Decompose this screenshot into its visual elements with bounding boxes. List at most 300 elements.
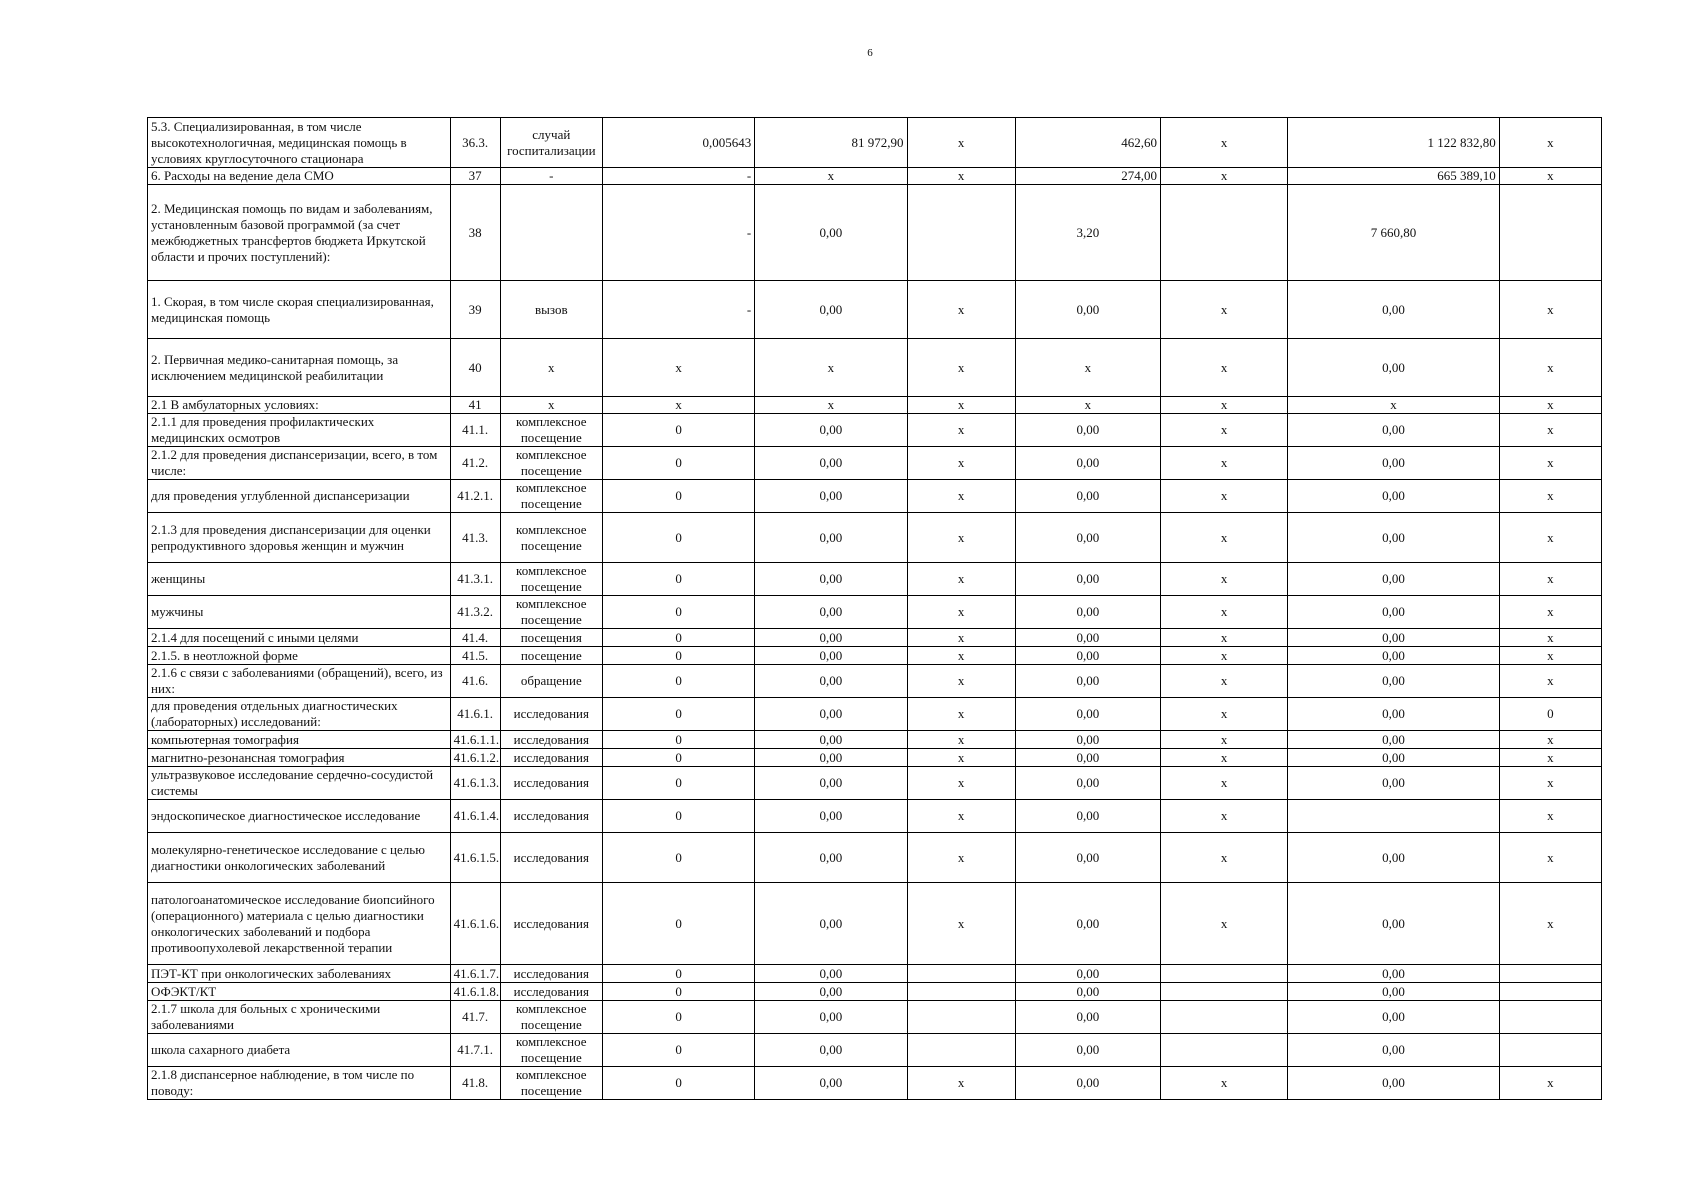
row-code: 41.6.1.3.	[450, 767, 500, 800]
total-cost: 0,00	[1288, 596, 1499, 629]
total-cost: 1 122 832,80	[1288, 118, 1499, 168]
norm-volume: 0	[602, 800, 754, 833]
norm-cost: 0,00	[755, 800, 907, 833]
row-label: 2.1.7 школа для больных с хроническими заболеваниями	[148, 1001, 451, 1034]
table-row	[148, 185, 1602, 281]
col-x-2	[1161, 1034, 1288, 1067]
col-x-3: x	[1499, 749, 1601, 767]
row-code: 41.3.1.	[450, 563, 500, 596]
per-capita: 0,00	[1015, 480, 1160, 513]
norm-cost: 0,00	[755, 647, 907, 665]
col-x-1: x	[907, 281, 1015, 339]
row-unit: исследования	[500, 833, 602, 883]
col-x-2: x	[1161, 800, 1288, 833]
table-row	[148, 480, 1602, 513]
row-code: 41.3.2.	[450, 596, 500, 629]
table-row	[148, 118, 1602, 168]
row-code: 41.6.1.4.	[450, 800, 500, 833]
norm-volume: -	[602, 168, 754, 185]
table-row	[148, 665, 1602, 698]
row-code: 41	[450, 397, 500, 414]
norm-cost: 0,00	[755, 749, 907, 767]
col-x-1	[907, 1034, 1015, 1067]
row-label: 2.1.5. в неотложной форме	[148, 647, 451, 665]
table-row	[148, 749, 1602, 767]
norm-cost: 0,00	[755, 833, 907, 883]
total-cost: 0,00	[1288, 883, 1499, 965]
row-code: 41.6.1.5.	[450, 833, 500, 883]
norm-volume: 0	[602, 965, 754, 983]
norm-volume: 0	[602, 1067, 754, 1100]
row-code: 41.8.	[450, 1067, 500, 1100]
per-capita: 0,00	[1015, 833, 1160, 883]
row-label: 2.1.2 для проведения диспансеризации, всего, в том числе:	[148, 447, 451, 480]
row-unit: посещение	[500, 647, 602, 665]
table-row	[148, 629, 1602, 647]
row-unit	[500, 185, 602, 281]
col-x-3: x	[1499, 596, 1601, 629]
norm-cost: x	[755, 339, 907, 397]
col-x-3	[1499, 983, 1601, 1001]
row-unit: обращение	[500, 665, 602, 698]
norm-volume: 0	[602, 698, 754, 731]
row-label: 1. Скорая, в том числе скорая специализированная, медицинская помощь	[148, 281, 451, 339]
per-capita: 462,60	[1015, 118, 1160, 168]
col-x-2: x	[1161, 665, 1288, 698]
table-row	[148, 965, 1602, 983]
table-row	[148, 698, 1602, 731]
row-code: 41.7.	[450, 1001, 500, 1034]
row-label: 2.1.1 для проведения профилактических медицинских осмотров	[148, 414, 451, 447]
col-x-2: x	[1161, 833, 1288, 883]
per-capita: 0,00	[1015, 596, 1160, 629]
total-cost: 0,00	[1288, 513, 1499, 563]
col-x-2: x	[1161, 767, 1288, 800]
row-unit: исследования	[500, 698, 602, 731]
row-unit: комплексное посещение	[500, 1034, 602, 1067]
norm-volume: 0	[602, 731, 754, 749]
norm-volume: 0	[602, 833, 754, 883]
row-code: 41.6.1.1.	[450, 731, 500, 749]
row-code: 41.6.1.7.	[450, 965, 500, 983]
row-label: 2.1.8 диспансерное наблюдение, в том числе по поводу:	[148, 1067, 451, 1100]
col-x-2: x	[1161, 629, 1288, 647]
norm-cost: 0,00	[755, 983, 907, 1001]
table-row	[148, 596, 1602, 629]
col-x-1: x	[907, 339, 1015, 397]
row-unit: комплексное посещение	[500, 563, 602, 596]
row-code: 41.6.1.8.	[450, 983, 500, 1001]
row-code: 41.5.	[450, 647, 500, 665]
col-x-1: x	[907, 767, 1015, 800]
norm-cost: 0,00	[755, 1034, 907, 1067]
table-row	[148, 767, 1602, 800]
table-row	[148, 883, 1602, 965]
col-x-1: x	[907, 800, 1015, 833]
row-label: ОФЭКТ/КТ	[148, 983, 451, 1001]
col-x-3: x	[1499, 883, 1601, 965]
row-unit: исследования	[500, 983, 602, 1001]
per-capita: 0,00	[1015, 281, 1160, 339]
col-x-2: x	[1161, 731, 1288, 749]
col-x-3: x	[1499, 447, 1601, 480]
col-x-3: x	[1499, 731, 1601, 749]
col-x-1: x	[907, 629, 1015, 647]
col-x-1: x	[907, 414, 1015, 447]
norm-volume: -	[602, 281, 754, 339]
row-code: 38	[450, 185, 500, 281]
col-x-2: x	[1161, 281, 1288, 339]
row-code: 41.2.	[450, 447, 500, 480]
row-label: 5.3. Специализированная, в том числе высокотехнологичная, медицинская помощь в условиях круглосуточного стационара	[148, 118, 451, 168]
row-label: школа сахарного диабета	[148, 1034, 451, 1067]
per-capita: 0,00	[1015, 749, 1160, 767]
col-x-2: x	[1161, 480, 1288, 513]
col-x-2	[1161, 983, 1288, 1001]
total-cost: x	[1288, 397, 1499, 414]
row-code: 41.6.1.2.	[450, 749, 500, 767]
per-capita: 0,00	[1015, 513, 1160, 563]
table-row	[148, 800, 1602, 833]
norm-cost: 0,00	[755, 767, 907, 800]
row-label: для проведения углубленной диспансеризации	[148, 480, 451, 513]
row-unit: комплексное посещение	[500, 1067, 602, 1100]
total-cost: 0,00	[1288, 1034, 1499, 1067]
row-unit: исследования	[500, 883, 602, 965]
table-row	[148, 1001, 1602, 1034]
row-unit: случай госпитализации	[500, 118, 602, 168]
per-capita: 0,00	[1015, 767, 1160, 800]
col-x-2	[1161, 1001, 1288, 1034]
norm-volume: 0	[602, 480, 754, 513]
per-capita: 0,00	[1015, 983, 1160, 1001]
col-x-3: x	[1499, 563, 1601, 596]
norm-cost: 0,00	[755, 513, 907, 563]
row-unit: комплексное посещение	[500, 414, 602, 447]
row-unit: комплексное посещение	[500, 447, 602, 480]
total-cost: 7 660,80	[1288, 185, 1499, 281]
norm-volume: 0	[602, 1034, 754, 1067]
col-x-2: x	[1161, 513, 1288, 563]
col-x-1: x	[907, 731, 1015, 749]
total-cost: 0,00	[1288, 767, 1499, 800]
col-x-3: x	[1499, 397, 1601, 414]
norm-volume: 0	[602, 629, 754, 647]
col-x-1: x	[907, 596, 1015, 629]
norm-volume: 0	[602, 414, 754, 447]
col-x-1: x	[907, 397, 1015, 414]
total-cost: 0,00	[1288, 665, 1499, 698]
col-x-3: x	[1499, 647, 1601, 665]
row-code: 41.3.	[450, 513, 500, 563]
row-unit: исследования	[500, 749, 602, 767]
norm-volume: 0	[602, 983, 754, 1001]
row-code: 36.3.	[450, 118, 500, 168]
total-cost: 0,00	[1288, 1067, 1499, 1100]
norm-volume: 0	[602, 647, 754, 665]
col-x-2: x	[1161, 749, 1288, 767]
total-cost: 0,00	[1288, 833, 1499, 883]
table-row	[148, 1067, 1602, 1100]
row-unit: x	[500, 397, 602, 414]
row-unit: x	[500, 339, 602, 397]
table-row	[148, 414, 1602, 447]
table-row	[148, 447, 1602, 480]
total-cost: 0,00	[1288, 414, 1499, 447]
table-row	[148, 1034, 1602, 1067]
norm-cost: x	[755, 397, 907, 414]
row-unit: вызов	[500, 281, 602, 339]
col-x-1: x	[907, 118, 1015, 168]
col-x-2: x	[1161, 596, 1288, 629]
col-x-3: x	[1499, 281, 1601, 339]
norm-volume: 0	[602, 883, 754, 965]
col-x-2: x	[1161, 397, 1288, 414]
row-code: 41.1.	[450, 414, 500, 447]
table-body	[148, 118, 1602, 1100]
norm-cost: 0,00	[755, 698, 907, 731]
row-unit: комплексное посещение	[500, 596, 602, 629]
col-x-1: x	[907, 513, 1015, 563]
per-capita: 0,00	[1015, 1034, 1160, 1067]
row-unit: исследования	[500, 731, 602, 749]
norm-volume: 0	[602, 563, 754, 596]
total-cost	[1288, 800, 1499, 833]
col-x-3: x	[1499, 168, 1601, 185]
table-row	[148, 563, 1602, 596]
row-label: 2.1.4 для посещений с иными целями	[148, 629, 451, 647]
total-cost: 0,00	[1288, 698, 1499, 731]
norm-volume: 0	[602, 749, 754, 767]
row-unit: комплексное посещение	[500, 513, 602, 563]
col-x-1: x	[907, 647, 1015, 665]
norm-cost: 0,00	[755, 447, 907, 480]
per-capita: 0,00	[1015, 1001, 1160, 1034]
total-cost: 0,00	[1288, 983, 1499, 1001]
table-row	[148, 647, 1602, 665]
col-x-1: x	[907, 447, 1015, 480]
col-x-1	[907, 965, 1015, 983]
row-label: ПЭТ-КТ при онкологических заболеваниях	[148, 965, 451, 983]
per-capita: 0,00	[1015, 447, 1160, 480]
col-x-3: x	[1499, 414, 1601, 447]
total-cost: 0,00	[1288, 281, 1499, 339]
row-label: мужчины	[148, 596, 451, 629]
col-x-2	[1161, 185, 1288, 281]
col-x-3	[1499, 1001, 1601, 1034]
norm-volume: 0	[602, 665, 754, 698]
col-x-2	[1161, 965, 1288, 983]
col-x-2: x	[1161, 883, 1288, 965]
row-code: 41.6.1.6.	[450, 883, 500, 965]
norm-cost: 0,00	[755, 185, 907, 281]
norm-cost: 0,00	[755, 629, 907, 647]
col-x-3: x	[1499, 1067, 1601, 1100]
col-x-3: x	[1499, 629, 1601, 647]
col-x-2: x	[1161, 1067, 1288, 1100]
row-code: 41.7.1.	[450, 1034, 500, 1067]
row-label: 6. Расходы на ведение дела СМО	[148, 168, 451, 185]
per-capita: x	[1015, 397, 1160, 414]
row-code: 39	[450, 281, 500, 339]
table-row	[148, 339, 1602, 397]
per-capita: 0,00	[1015, 731, 1160, 749]
table-row	[148, 513, 1602, 563]
col-x-1: x	[907, 1067, 1015, 1100]
row-label: молекулярно-генетическое исследование с целью диагностики онкологических заболеваний	[148, 833, 451, 883]
row-code: 41.6.	[450, 665, 500, 698]
per-capita: 3,20	[1015, 185, 1160, 281]
total-cost: 0,00	[1288, 749, 1499, 767]
row-label: 2.1.3 для проведения диспансеризации для оценки репродуктивного здоровья женщин и мужчин	[148, 513, 451, 563]
per-capita: 0,00	[1015, 1067, 1160, 1100]
total-cost: 0,00	[1288, 965, 1499, 983]
norm-volume: -	[602, 185, 754, 281]
col-x-3	[1499, 185, 1601, 281]
per-capita: 0,00	[1015, 647, 1160, 665]
table-row	[148, 168, 1602, 185]
table-row	[148, 833, 1602, 883]
row-code: 40	[450, 339, 500, 397]
row-code: 37	[450, 168, 500, 185]
norm-volume: 0,005643	[602, 118, 754, 168]
row-code: 41.6.1.	[450, 698, 500, 731]
per-capita: x	[1015, 339, 1160, 397]
total-cost: 0,00	[1288, 563, 1499, 596]
col-x-3: 0	[1499, 698, 1601, 731]
col-x-1: x	[907, 480, 1015, 513]
norm-volume: 0	[602, 447, 754, 480]
per-capita: 0,00	[1015, 800, 1160, 833]
row-label: для проведения отдельных диагностических (лабораторных) исследований:	[148, 698, 451, 731]
col-x-2: x	[1161, 168, 1288, 185]
row-unit: посещения	[500, 629, 602, 647]
total-cost: 0,00	[1288, 480, 1499, 513]
norm-volume: 0	[602, 513, 754, 563]
col-x-2: x	[1161, 414, 1288, 447]
col-x-1: x	[907, 698, 1015, 731]
norm-cost: 0,00	[755, 665, 907, 698]
col-x-2: x	[1161, 698, 1288, 731]
per-capita: 0,00	[1015, 414, 1160, 447]
row-unit: исследования	[500, 767, 602, 800]
col-x-3: x	[1499, 665, 1601, 698]
col-x-3: x	[1499, 800, 1601, 833]
norm-volume: x	[602, 397, 754, 414]
col-x-3	[1499, 1034, 1601, 1067]
row-label: патологоанатомическое исследование биопсийного (операционного) материала с целью диагностики онкологических заболеваний и подбора противоопухолевой лекарственной терапии	[148, 883, 451, 965]
per-capita: 0,00	[1015, 563, 1160, 596]
row-unit: -	[500, 168, 602, 185]
col-x-1	[907, 1001, 1015, 1034]
col-x-3: x	[1499, 767, 1601, 800]
norm-volume: 0	[602, 1001, 754, 1034]
row-label: эндоскопическое диагностическое исследование	[148, 800, 451, 833]
col-x-1: x	[907, 833, 1015, 883]
row-code: 41.2.1.	[450, 480, 500, 513]
table-row	[148, 983, 1602, 1001]
col-x-1	[907, 983, 1015, 1001]
col-x-2: x	[1161, 118, 1288, 168]
row-unit: исследования	[500, 800, 602, 833]
col-x-2: x	[1161, 647, 1288, 665]
row-unit: комплексное посещение	[500, 1001, 602, 1034]
norm-cost: 0,00	[755, 281, 907, 339]
col-x-1: x	[907, 665, 1015, 698]
col-x-2: x	[1161, 339, 1288, 397]
col-x-1: x	[907, 563, 1015, 596]
row-label: магнитно-резонансная томография	[148, 749, 451, 767]
norm-cost: x	[755, 168, 907, 185]
col-x-2: x	[1161, 447, 1288, 480]
total-cost: 0,00	[1288, 339, 1499, 397]
norm-cost: 0,00	[755, 965, 907, 983]
norm-cost: 0,00	[755, 563, 907, 596]
total-cost: 0,00	[1288, 647, 1499, 665]
total-cost: 0,00	[1288, 629, 1499, 647]
norm-volume: x	[602, 339, 754, 397]
col-x-3: x	[1499, 339, 1601, 397]
table-row	[148, 731, 1602, 749]
page-number: 6	[867, 47, 873, 59]
norm-cost: 0,00	[755, 414, 907, 447]
norm-cost: 0,00	[755, 1001, 907, 1034]
total-cost: 665 389,10	[1288, 168, 1499, 185]
norm-cost: 0,00	[755, 1067, 907, 1100]
table-row	[148, 281, 1602, 339]
total-cost: 0,00	[1288, 447, 1499, 480]
row-label: компьютерная томография	[148, 731, 451, 749]
row-label: 2. Медицинская помощь по видам и заболеваниям, установленным базовой программой (за счет межбюджетных трансфертов бюджета Иркутской области и прочих поступлений):	[148, 185, 451, 281]
per-capita: 0,00	[1015, 665, 1160, 698]
per-capita: 0,00	[1015, 965, 1160, 983]
col-x-3: x	[1499, 513, 1601, 563]
norm-volume: 0	[602, 767, 754, 800]
row-label: ультразвуковое исследование сердечно-сосудистой системы	[148, 767, 451, 800]
per-capita: 274,00	[1015, 168, 1160, 185]
col-x-3: x	[1499, 118, 1601, 168]
norm-cost: 81 972,90	[755, 118, 907, 168]
col-x-1	[907, 185, 1015, 281]
row-code: 41.4.	[450, 629, 500, 647]
col-x-1: x	[907, 883, 1015, 965]
row-label: женщины	[148, 563, 451, 596]
table-row	[148, 397, 1602, 414]
row-label: 2. Первичная медико-санитарная помощь, за исключением медицинской реабилитации	[148, 339, 451, 397]
col-x-1: x	[907, 168, 1015, 185]
cost-table	[147, 117, 1602, 1100]
col-x-3: x	[1499, 833, 1601, 883]
row-label: 2.1 В амбулаторных условиях:	[148, 397, 451, 414]
row-unit: исследования	[500, 965, 602, 983]
row-unit: комплексное посещение	[500, 480, 602, 513]
row-label: 2.1.6 с связи с заболеваниями (обращений), всего, из них:	[148, 665, 451, 698]
norm-cost: 0,00	[755, 731, 907, 749]
col-x-3: x	[1499, 480, 1601, 513]
total-cost: 0,00	[1288, 1001, 1499, 1034]
norm-cost: 0,00	[755, 883, 907, 965]
total-cost: 0,00	[1288, 731, 1499, 749]
norm-cost: 0,00	[755, 480, 907, 513]
norm-cost: 0,00	[755, 596, 907, 629]
norm-volume: 0	[602, 596, 754, 629]
per-capita: 0,00	[1015, 629, 1160, 647]
col-x-2: x	[1161, 563, 1288, 596]
per-capita: 0,00	[1015, 883, 1160, 965]
per-capita: 0,00	[1015, 698, 1160, 731]
col-x-3	[1499, 965, 1601, 983]
col-x-1: x	[907, 749, 1015, 767]
